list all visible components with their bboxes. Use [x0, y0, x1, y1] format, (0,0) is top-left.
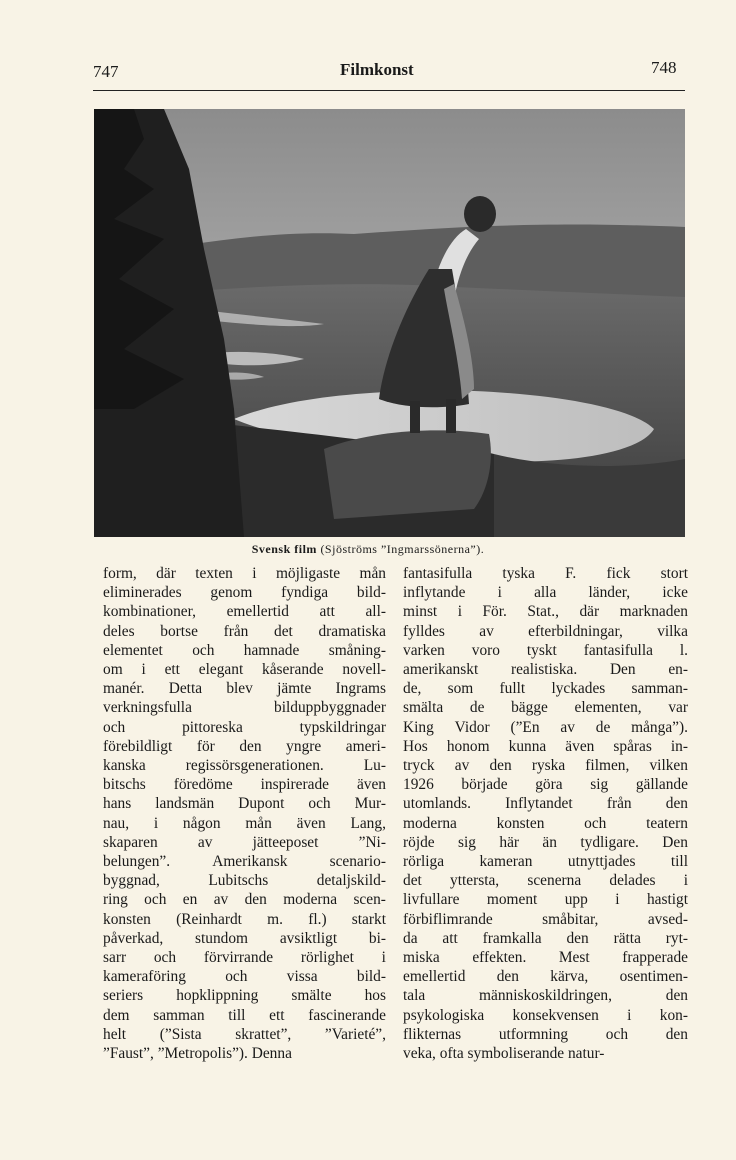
text-line: Hos honom kunna även spåras in- — [403, 737, 688, 755]
text-line: emellertid den kärva, osentimen- — [403, 968, 688, 986]
photo-caption — [0, 542, 736, 557]
text-line: kameraföring och vissa bild- — [103, 968, 386, 986]
running-head-title: Filmkonst — [340, 60, 414, 79]
text-line: smälta de bägge elementen, var — [403, 699, 688, 717]
text-line: dem samman till ett fascinerande — [103, 1006, 386, 1024]
text-line: elementet och hamnade småning- — [103, 641, 386, 659]
header-rule — [93, 90, 685, 91]
text-line: påverkad, stundom avsiktligt bi- — [103, 929, 386, 947]
text-line: fylldes av efterbildningar, vilka — [403, 622, 688, 640]
text-line: psykologiska konsekvensen i kon- — [403, 1006, 688, 1024]
text-line: amerikanskt realistiska. Den en- — [403, 661, 688, 679]
text-line: miska effekten. Mest frapperade — [403, 949, 688, 967]
text-line: fantasifulla tyska F. fick stort — [403, 565, 688, 582]
text-line: belungen”. Amerikansk scenario- — [103, 853, 386, 871]
left-page-number: 747 — [93, 62, 119, 81]
text-line: skaparen av jätteeposet ”Ni- — [103, 833, 386, 851]
text-line: nau, i någon mån även Lang, — [103, 814, 386, 832]
text-line: eliminerades genom fyndiga bild- — [103, 584, 386, 602]
text-line: 1926 började göra sig gällande — [403, 776, 688, 794]
text-line: livfullare moment upp i hastigt — [403, 891, 688, 909]
text-line: sarr och förvirrande rörlighet i — [103, 949, 386, 967]
text-line: form, där texten i möjligaste mån — [103, 565, 386, 582]
caption-bold-part: Svensk film — [251, 542, 317, 556]
text-line: tryck av den ryska filmen, vilken — [403, 757, 688, 775]
text-line: minst i För. Stat., där marknaden — [403, 603, 688, 621]
text-line: kombinationer, emellertid att all- — [103, 603, 386, 621]
text-line: deles bortse från det dramatiska — [103, 622, 386, 640]
text-line: ”Faust”, ”Metropolis”). Denna — [103, 1045, 292, 1063]
text-line: manér. Detta blev jämte Ingrams — [103, 680, 386, 698]
text-line: varken voro tyskt fantasifulla l. — [403, 641, 688, 659]
right-page-number: 748 — [651, 58, 677, 77]
text-line: helt (”Sista skrattet”, ”Varieté”, — [103, 1025, 386, 1043]
text-line: kanska regissörsgenerationen. Lu- — [103, 757, 386, 775]
text-line: om i ett elegant kåserande novell- — [103, 661, 386, 679]
text-line: moderna konsten och teatern — [403, 814, 688, 832]
text-line: inflytande i alla länder, icke — [403, 584, 688, 602]
text-line: och pittoreska typskildringar — [103, 718, 386, 736]
caption-rest: (Sjöströms ”Ingmarssönerna”). — [320, 542, 485, 556]
text-line: de, som fullt lyckades samman- — [403, 680, 688, 698]
left-text-column — [103, 564, 386, 1063]
text-line: utomlands. Inflytandet från den — [403, 795, 688, 813]
text-line: bitschs föredöme inspirerade även — [103, 776, 386, 794]
text-line: röjde sig här än tydligare. Den — [403, 833, 688, 851]
text-line: förbiflimrande småbitar, avsed- — [403, 910, 688, 928]
text-line: seriers hopklippning smälte hos — [103, 987, 386, 1005]
text-line: byggnad, Lubitschs detaljskild- — [103, 872, 386, 890]
text-line: da att framkalla den rätta ryt- — [403, 929, 688, 947]
text-line: tala människoskildringen, den — [403, 987, 688, 1005]
text-line: rörliga kameran utnyttjades till — [403, 853, 688, 871]
text-line: veka, ofta symboliserande natur- — [403, 1045, 605, 1063]
text-line: ring och en av den moderna scen- — [103, 891, 386, 909]
text-line: verkningsfulla bilduppbyggnader — [103, 699, 386, 717]
text-line: det yttersta, scenerna delades i — [403, 872, 688, 890]
text-line: hans landsmän Dupont och Mur- — [103, 795, 386, 813]
text-line: King Vidor (”En av de många”). — [403, 718, 688, 736]
text-line: flikternas utformning och den — [403, 1025, 688, 1043]
text-line: förebildligt för den yngre ameri- — [103, 737, 386, 755]
film-still-photo — [94, 109, 685, 537]
text-line: konsten (Reinhardt m. fl.) starkt — [103, 910, 386, 928]
right-text-column — [403, 564, 688, 1063]
